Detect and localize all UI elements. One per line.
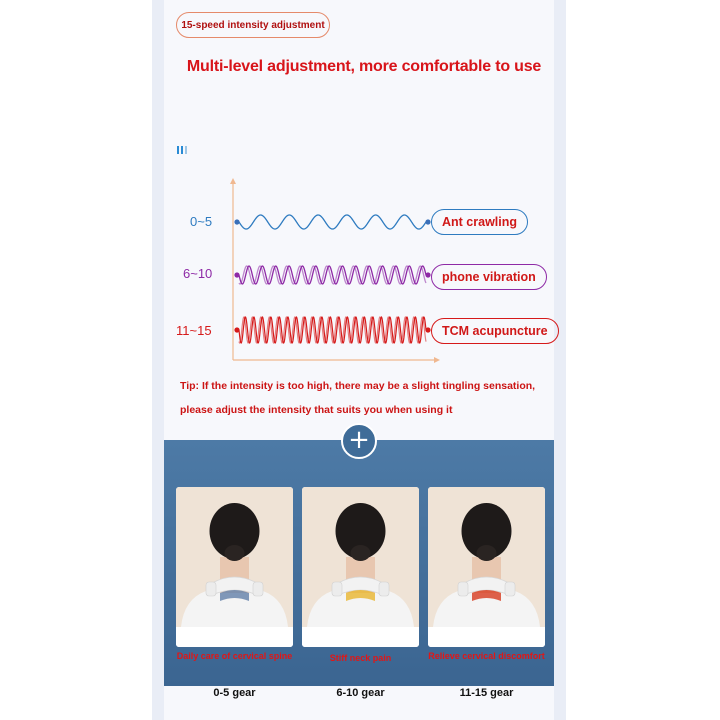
mode-tag: Ant crawling — [431, 209, 528, 235]
signal-bars-icon — [177, 146, 187, 154]
wave-endpoint-dot — [234, 219, 239, 224]
y-axis-arrow — [230, 178, 236, 184]
wave-line — [239, 215, 426, 229]
neck-massager-photo — [428, 487, 545, 647]
wave-endpoint-dot — [425, 219, 430, 224]
scene-description: Daily care of cervical spine — [176, 651, 293, 661]
scene-card — [176, 487, 293, 647]
scene-card — [302, 487, 419, 647]
scene-description: Relieve cervical discomfort — [428, 651, 545, 661]
neck-massager-photo — [302, 487, 419, 647]
x-axis-arrow — [434, 357, 440, 363]
wave-endpoint-dot — [234, 272, 239, 277]
wave-endpoint-dot — [234, 327, 239, 332]
tip-line-2: please adjust the intensity that suits you when using it — [180, 404, 453, 416]
panel-edge-left — [152, 0, 164, 720]
scene-description: Stiff neck pain — [329, 653, 392, 663]
level-range-label: 0~5 — [190, 214, 213, 229]
level-range-label: 11~15 — [176, 323, 212, 338]
gear-label: 0-5 gear — [213, 687, 256, 699]
panel-edge-right — [554, 0, 566, 720]
gear-label: 6-10 gear — [336, 687, 385, 699]
page-headline: Multi-level adjustment, more comfortable to use — [186, 58, 542, 75]
scene-card — [428, 487, 545, 647]
gear-label: 11-15 gear — [459, 687, 514, 699]
neck-massager-photo — [176, 487, 293, 647]
mode-tag: phone vibration — [431, 264, 547, 290]
plus-icon[interactable]: + — [341, 423, 377, 459]
wave-endpoint-dot — [425, 272, 430, 277]
intensity-badge: 15-speed intensity adjustment — [176, 12, 330, 38]
wave-endpoint-dot — [425, 327, 430, 332]
mode-tag: TCM acupuncture — [431, 318, 559, 344]
level-range-label: 6~10 — [183, 266, 213, 281]
tip-line-1: Tip: If the intensity is too high, there may be a slight tingling sensation, — [180, 380, 536, 392]
